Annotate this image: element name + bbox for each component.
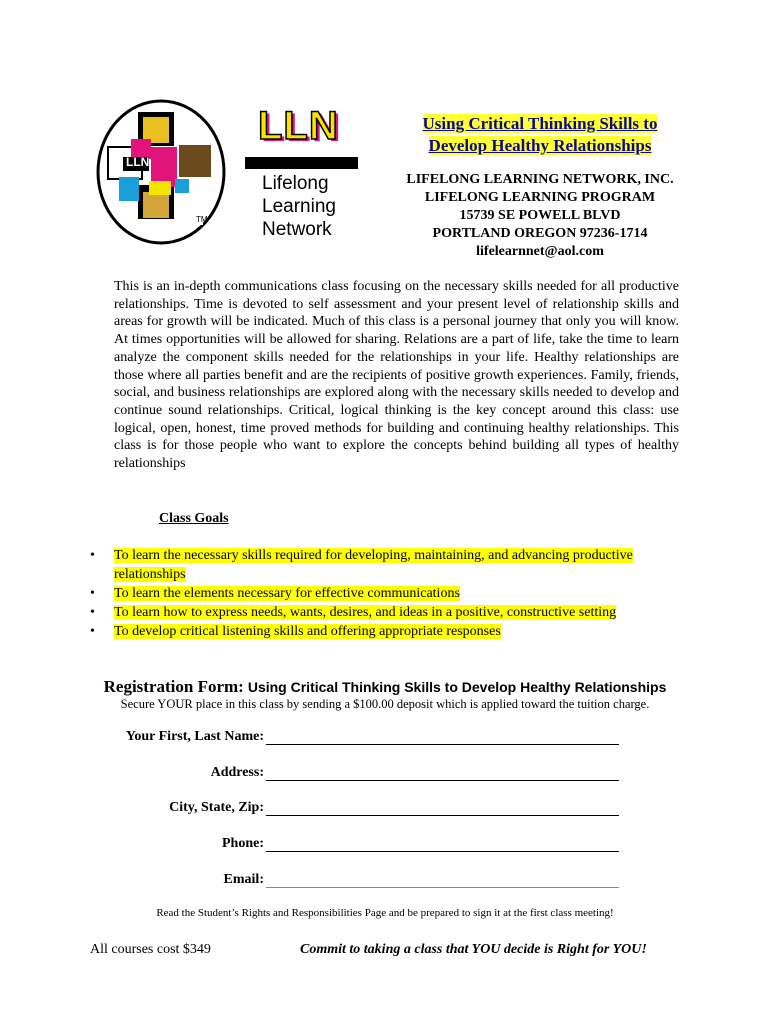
- goal-text: To develop critical listening skills and offering appropriate responses: [114, 624, 501, 639]
- logo-name-line: Network: [262, 219, 332, 240]
- goal-item: [90, 603, 690, 622]
- goal-text: To learn how to express needs, wants, desires, and ideas in a positive, constructive setting: [114, 605, 617, 620]
- logo-emblem: [93, 97, 229, 247]
- course-cost: All courses cost $349: [90, 942, 211, 957]
- registration-course: Using Critical Thinking Skills to Develop Healthy Relationships: [247, 679, 667, 695]
- organization-info: [375, 171, 705, 261]
- rights-note: Read the Student’s Rights and Responsibilities Page and be prepared to sign it at the first class meeting!: [156, 907, 614, 919]
- address-field[interactable]: [266, 780, 619, 781]
- logo-name: [262, 172, 336, 241]
- title-line: Develop Healthy Relationships: [428, 136, 652, 155]
- logo-letters: LLN: [258, 104, 339, 148]
- goal-text: To learn the elements necessary for effective communications: [114, 586, 460, 601]
- address-label: Address:: [210, 765, 264, 780]
- logo-bar: [245, 157, 358, 169]
- org-name: LIFELONG LEARNING NETWORK, INC.: [406, 172, 674, 187]
- goal-text: To learn the necessary skills required for developing, maintaining, and advancing productive relationships: [114, 548, 633, 582]
- org-email: lifelearnnet@aol.com: [476, 244, 604, 259]
- class-goals-heading: Class Goals: [159, 511, 229, 526]
- intro-paragraph: This is an in-depth communications class focusing on the necessary skills needed for all productive relationships. Time is devoted to self assessment and your present level of relationship skills and areas for growth will be indicated. Much of this class is a personal journey that only you will know. At times opportunities will be allowed for sharing. Relations are a part of life, take the time to learn analyze the component skills needed for the relationships in your life. Healthy relationships are those where all parties benefit and are the recipients of positive growth experiences. Family, friends, social, and business relationships are explored along with the necessary skills needed to develop and continue sound relationships. Critical, logical thinking is the key concept around this class: use logical, open, honest, time proved methods for building and continuing healthy relationships. This class is for those people who want to explore the concepts behind building all types of healthy relationships: [114, 279, 679, 472]
- org-program: LIFELONG LEARNING PROGRAM: [424, 190, 656, 205]
- commit-slogan: Commit to taking a class that YOU decide is Right for YOU!: [300, 942, 647, 957]
- logo-name-line: Learning: [262, 196, 336, 217]
- goal-item: [90, 584, 690, 603]
- logo-badge-text: LLN: [126, 155, 150, 169]
- org-city: PORTLAND OREGON 97236-1714: [432, 226, 648, 241]
- email-label: Email:: [223, 872, 264, 887]
- city-state-zip-label: City, State, Zip:: [169, 800, 264, 815]
- goals-list: [90, 546, 690, 641]
- phone-field[interactable]: [266, 851, 619, 852]
- deposit-instructions: Secure YOUR place in this class by sending a $100.00 deposit which is applied toward the tuition charge.: [120, 697, 650, 711]
- bullet: •: [90, 586, 95, 601]
- trademark-text: TM: [196, 215, 208, 224]
- name-field[interactable]: [266, 744, 619, 745]
- logo-name-line: Lifelong: [262, 173, 329, 194]
- goal-item: [90, 546, 690, 584]
- city-state-zip-field[interactable]: [266, 815, 619, 816]
- registration-label: Registration Form:: [103, 677, 244, 696]
- document-title: [395, 113, 685, 157]
- title-line: Using Critical Thinking Skills to: [422, 114, 658, 133]
- email-field[interactable]: [266, 887, 619, 888]
- bullet: •: [90, 548, 95, 563]
- registration-title: [0, 677, 770, 697]
- goal-item: [90, 622, 690, 641]
- bullet: •: [90, 605, 95, 620]
- phone-label: Phone:: [222, 836, 264, 851]
- org-street: 15739 SE POWELL BLVD: [459, 208, 621, 223]
- name-label: Your First, Last Name:: [125, 729, 264, 744]
- bullet: •: [90, 624, 95, 639]
- logo-wordmark: [240, 100, 360, 250]
